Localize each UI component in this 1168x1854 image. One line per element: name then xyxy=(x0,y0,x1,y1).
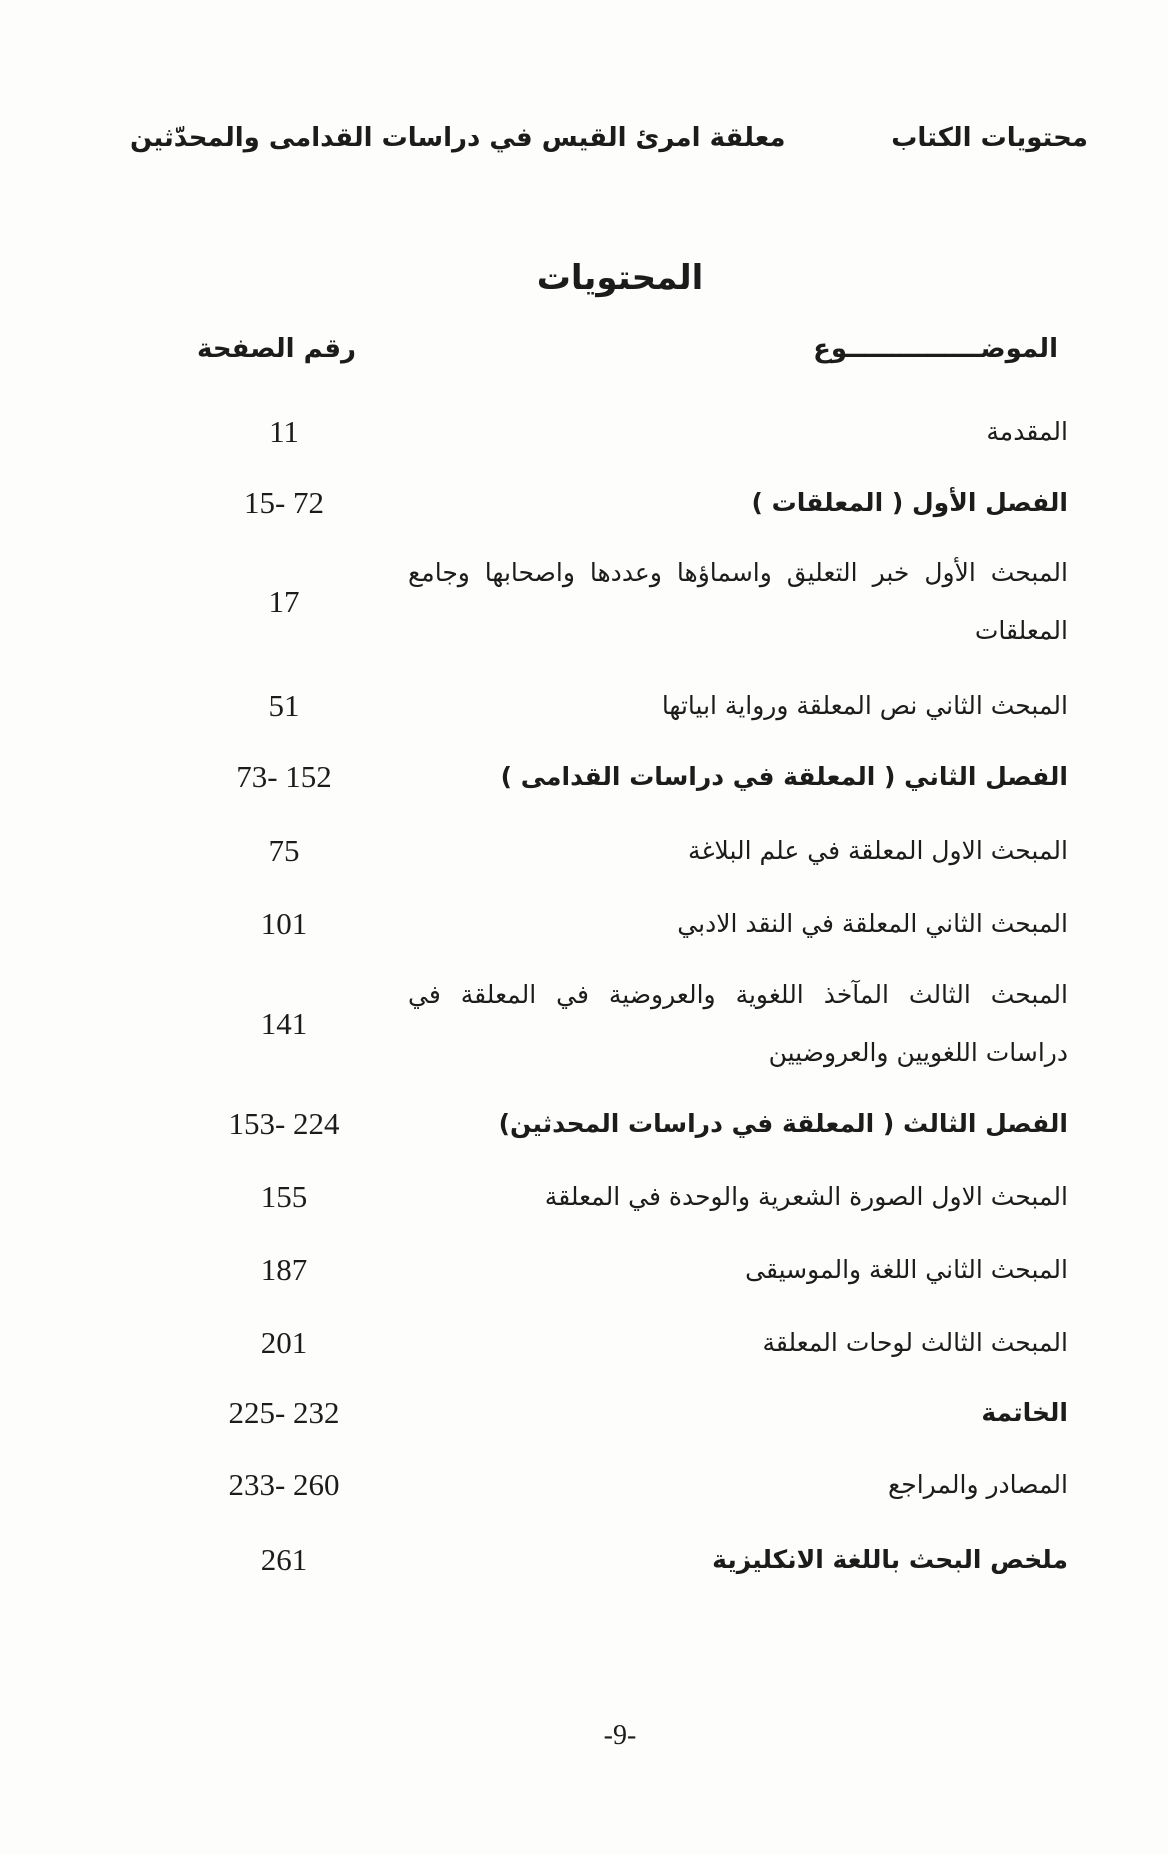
toc-entry-chapter-3-section-3 xyxy=(160,1314,1068,1372)
toc-entry-introduction xyxy=(160,403,1068,461)
toc-entry-chapter-2-section-3 xyxy=(160,966,1068,1082)
toc-entry-english-abstract xyxy=(160,1531,1068,1589)
toc-entry-title: المبحث الاول الصورة الشعرية والوحدة في المعلقة xyxy=(544,1182,1068,1211)
running-header xyxy=(130,118,1088,158)
toc-entry-title: الفصل الثالث ( المعلقة في دراسات المحدثين) xyxy=(498,1109,1068,1138)
toc-entry-title: المبحث الثاني اللغة والموسيقى xyxy=(745,1255,1068,1284)
toc-entry-pages: 187 xyxy=(260,1252,308,1287)
toc-entry-conclusion xyxy=(160,1384,1068,1442)
column-header-pages: رقم الصفحة xyxy=(197,334,356,364)
toc-entry-title: المبحث الاول المعلقة في علم البلاغة xyxy=(688,836,1068,865)
toc-entry-chapter-2 xyxy=(160,748,1068,806)
toc-entry-chapter-3-section-2 xyxy=(160,1241,1068,1299)
header-section: محتويات الكتاب xyxy=(891,123,1088,153)
toc-entry-chapter-1-section-2 xyxy=(160,677,1068,735)
toc-entry-title: ملخص البحث باللغة الانكليزية xyxy=(712,1545,1068,1574)
toc-entry-title: المقدمة xyxy=(986,417,1068,446)
page-number: -9- xyxy=(603,1720,637,1751)
toc-entry-pages: 73- 152 xyxy=(236,759,332,794)
toc-entry-title: المبحث الثاني نص المعلقة ورواية ابياتها xyxy=(661,691,1068,720)
toc-entry-title: الفصل الثاني ( المعلقة في دراسات القدامى ) xyxy=(500,762,1068,791)
toc-entry-chapter-2-section-2 xyxy=(160,895,1068,953)
column-header-topic: الموضـــــــــــــــوع xyxy=(813,334,1058,364)
toc-entry-chapter-2-section-1 xyxy=(160,822,1068,880)
toc-entry-pages: 233- 260 xyxy=(228,1467,340,1502)
toc-entry-pages: 153- 224 xyxy=(228,1106,340,1141)
toc-entry-chapter-1 xyxy=(160,474,1068,532)
toc-entry-title: الفصل الأول ( المعلقات ) xyxy=(751,488,1068,517)
toc-entry-title: المبحث الثالث لوحات المعلقة xyxy=(762,1328,1068,1357)
toc-entry-pages: 11 xyxy=(269,414,299,449)
toc-entry-title: المبحث الثاني المعلقة في النقد الادبي xyxy=(677,909,1068,938)
toc-title: المحتويات xyxy=(536,258,704,298)
toc-entry-pages: 17 xyxy=(268,584,300,619)
toc-entry-title: المبحث الثالث المآخذ اللغوية والعروضية في المعلقة في دراسات اللغويين والعروضيين xyxy=(408,980,1068,1067)
toc-entry-chapter-3-section-1 xyxy=(160,1168,1068,1226)
toc-entry-chapter-1-section-1 xyxy=(160,544,1068,660)
toc-entry-pages: 141 xyxy=(260,1006,308,1041)
toc-entry-pages: 15- 72 xyxy=(243,485,325,520)
toc-entry-pages: 51 xyxy=(268,688,300,723)
toc-entry-title: المبحث الأول خبر التعليق واسماؤها وعددها واصحابها وجامع المعلقات xyxy=(408,558,1068,645)
toc-entry-pages: 75 xyxy=(268,833,300,868)
toc-entry-pages: 101 xyxy=(260,906,308,941)
toc-entry-chapter-3 xyxy=(160,1095,1068,1153)
header-book-title: معلقة امرئ القيس في دراسات القدامى والمحدّثين xyxy=(130,123,786,153)
toc-entry-pages: 225- 232 xyxy=(228,1395,340,1430)
toc-entry-title: المصادر والمراجع xyxy=(887,1470,1068,1499)
toc-entry-pages: 201 xyxy=(260,1325,308,1360)
toc-entry-pages: 261 xyxy=(260,1542,308,1577)
toc-entry-pages: 155 xyxy=(260,1179,308,1214)
toc-entry-title: الخاتمة xyxy=(981,1398,1068,1427)
toc-entry-references xyxy=(160,1456,1068,1514)
